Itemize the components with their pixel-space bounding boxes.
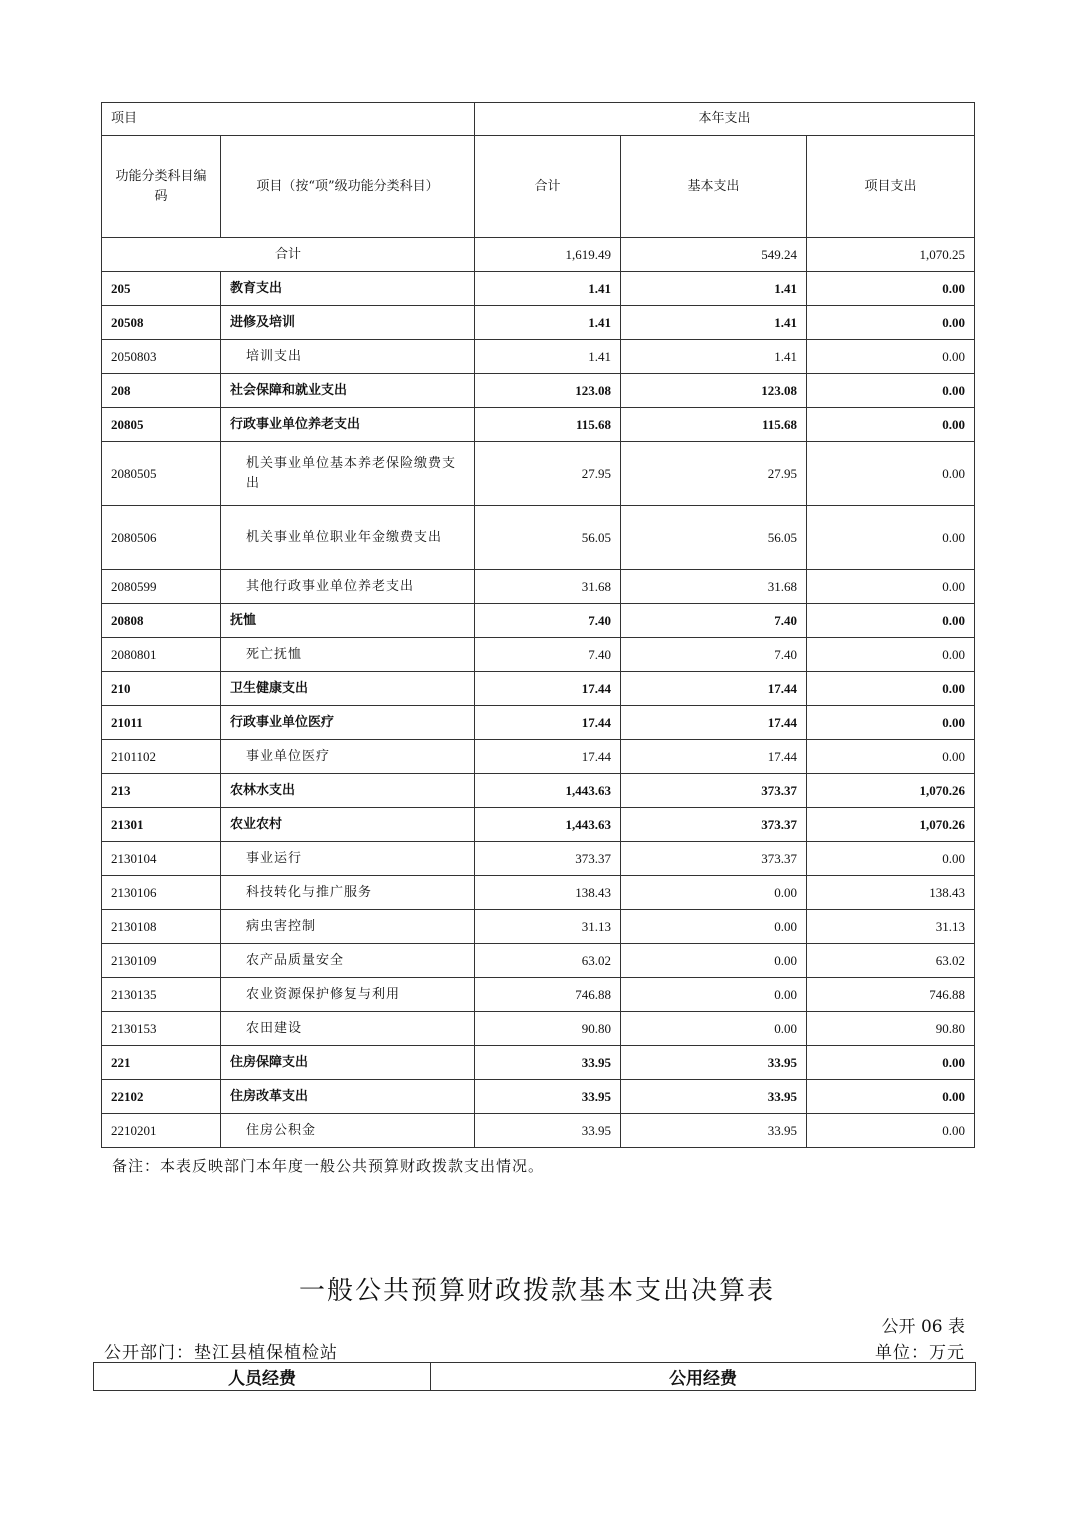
table-row — [102, 340, 975, 374]
row-total: 63.02 — [475, 944, 621, 978]
row-name: 住房公积金 — [221, 1114, 475, 1148]
col-project-header: 项目支出 — [807, 136, 975, 238]
row-basic: 373.37 — [621, 842, 807, 876]
row-basic: 0.00 — [621, 876, 807, 910]
row-basic: 0.00 — [621, 944, 807, 978]
row-total: 7.40 — [475, 604, 621, 638]
col-public-header: 公用经费 — [431, 1363, 976, 1391]
table-row — [102, 638, 975, 672]
row-total: 7.40 — [475, 638, 621, 672]
row-basic: 31.68 — [621, 570, 807, 604]
header-expense: 本年支出 — [475, 103, 975, 136]
basic-expense-header-row — [94, 1363, 976, 1391]
row-total: 123.08 — [475, 374, 621, 408]
col-personnel-header: 人员经费 — [94, 1363, 431, 1391]
row-basic: 17.44 — [621, 672, 807, 706]
row-project: 1,070.26 — [807, 774, 975, 808]
row-total: 33.95 — [475, 1046, 621, 1080]
row-total: 90.80 — [475, 1012, 621, 1046]
table-row — [102, 1046, 975, 1080]
row-basic: 33.95 — [621, 1046, 807, 1080]
table-row — [102, 978, 975, 1012]
row-name: 死亡抚恤 — [221, 638, 475, 672]
row-total: 33.95 — [475, 1080, 621, 1114]
row-total: 746.88 — [475, 978, 621, 1012]
row-basic: 0.00 — [621, 1012, 807, 1046]
row-code: 2130135 — [102, 978, 221, 1012]
table-note: 备注：本表反映部门本年度一般公共预算财政拨款支出情况。 — [112, 1157, 545, 1175]
row-total: 1.41 — [475, 340, 621, 374]
table-row — [102, 808, 975, 842]
row-basic: 123.08 — [621, 374, 807, 408]
row-basic: 56.05 — [621, 506, 807, 570]
total-label: 合计 — [102, 238, 475, 272]
table-row — [102, 1080, 975, 1114]
table-row — [102, 506, 975, 570]
table-row — [102, 740, 975, 774]
row-basic: 7.40 — [621, 604, 807, 638]
row-total: 1.41 — [475, 272, 621, 306]
row-basic: 7.40 — [621, 638, 807, 672]
row-project: 0.00 — [807, 306, 975, 340]
row-project: 1,070.26 — [807, 808, 975, 842]
row-total: 17.44 — [475, 740, 621, 774]
row-code: 2130109 — [102, 944, 221, 978]
row-code: 2130106 — [102, 876, 221, 910]
row-project: 0.00 — [807, 408, 975, 442]
row-name: 社会保障和就业支出 — [221, 374, 475, 408]
row-code: 2210201 — [102, 1114, 221, 1148]
row-code: 21011 — [102, 706, 221, 740]
row-name: 机关事业单位职业年金缴费支出 — [221, 506, 475, 570]
table-row — [102, 910, 975, 944]
table-row — [102, 442, 975, 506]
table-row — [102, 408, 975, 442]
row-project: 0.00 — [807, 706, 975, 740]
row-project: 0.00 — [807, 672, 975, 706]
row-total: 17.44 — [475, 672, 621, 706]
row-code: 205 — [102, 272, 221, 306]
department-label: 公开部门：垫江县植保植检站 — [104, 1343, 338, 1363]
total-row — [102, 238, 975, 272]
row-name: 农业农村 — [221, 808, 475, 842]
row-total: 373.37 — [475, 842, 621, 876]
row-name: 农林水支出 — [221, 774, 475, 808]
row-project: 0.00 — [807, 638, 975, 672]
row-total: 31.68 — [475, 570, 621, 604]
row-project: 0.00 — [807, 604, 975, 638]
total-basic: 549.24 — [621, 238, 807, 272]
header-row-2 — [102, 136, 975, 238]
total-total: 1,619.49 — [475, 238, 621, 272]
row-code: 221 — [102, 1046, 221, 1080]
row-name: 进修及培训 — [221, 306, 475, 340]
row-code: 22102 — [102, 1080, 221, 1114]
row-project: 0.00 — [807, 340, 975, 374]
row-code: 2080599 — [102, 570, 221, 604]
row-basic: 1.41 — [621, 340, 807, 374]
row-total: 115.68 — [475, 408, 621, 442]
table-row — [102, 306, 975, 340]
row-name: 农产品质量安全 — [221, 944, 475, 978]
row-name: 行政事业单位养老支出 — [221, 408, 475, 442]
row-project: 0.00 — [807, 506, 975, 570]
row-code: 2130108 — [102, 910, 221, 944]
table-row — [102, 272, 975, 306]
row-code: 2101102 — [102, 740, 221, 774]
row-basic: 373.37 — [621, 808, 807, 842]
row-name: 农业资源保护修复与利用 — [221, 978, 475, 1012]
row-code: 20508 — [102, 306, 221, 340]
row-project: 0.00 — [807, 1080, 975, 1114]
row-project: 90.80 — [807, 1012, 975, 1046]
row-basic: 1.41 — [621, 306, 807, 340]
row-basic: 33.95 — [621, 1114, 807, 1148]
row-code: 2130153 — [102, 1012, 221, 1046]
row-code: 20808 — [102, 604, 221, 638]
row-basic: 27.95 — [621, 442, 807, 506]
row-project: 0.00 — [807, 442, 975, 506]
row-code: 2080506 — [102, 506, 221, 570]
basic-expense-table — [93, 1362, 976, 1391]
row-basic: 33.95 — [621, 1080, 807, 1114]
row-name: 科技转化与推广服务 — [221, 876, 475, 910]
row-code: 20805 — [102, 408, 221, 442]
row-code: 210 — [102, 672, 221, 706]
table-row — [102, 842, 975, 876]
row-project: 63.02 — [807, 944, 975, 978]
row-basic: 0.00 — [621, 978, 807, 1012]
row-project: 0.00 — [807, 740, 975, 774]
row-name: 抚恤 — [221, 604, 475, 638]
row-project: 0.00 — [807, 570, 975, 604]
section-title: 一般公共预算财政拨款基本支出决算表 — [298, 1276, 775, 1306]
row-name: 行政事业单位医疗 — [221, 706, 475, 740]
row-name: 培训支出 — [221, 340, 475, 374]
col-name-header: 项目（按“项”级功能分类科目） — [221, 136, 475, 238]
row-name: 教育支出 — [221, 272, 475, 306]
table-row — [102, 876, 975, 910]
row-project: 746.88 — [807, 978, 975, 1012]
row-name: 住房保障支出 — [221, 1046, 475, 1080]
row-name: 病虫害控制 — [221, 910, 475, 944]
table-row — [102, 1114, 975, 1148]
row-code: 2080801 — [102, 638, 221, 672]
row-code: 2130104 — [102, 842, 221, 876]
row-name: 住房改革支出 — [221, 1080, 475, 1114]
row-name: 事业单位医疗 — [221, 740, 475, 774]
row-project: 138.43 — [807, 876, 975, 910]
unit-label: 单位：万元 — [875, 1343, 965, 1363]
row-total: 56.05 — [475, 506, 621, 570]
row-basic: 17.44 — [621, 706, 807, 740]
row-name: 事业运行 — [221, 842, 475, 876]
table-row — [102, 774, 975, 808]
table-row — [102, 374, 975, 408]
row-total: 1.41 — [475, 306, 621, 340]
header-row-1 — [102, 103, 975, 136]
row-name: 机关事业单位基本养老保险缴费支出 — [221, 442, 475, 506]
row-code: 2050803 — [102, 340, 221, 374]
expenditure-table — [101, 102, 975, 1148]
row-code: 21301 — [102, 808, 221, 842]
row-code: 213 — [102, 774, 221, 808]
row-project: 0.00 — [807, 1114, 975, 1148]
row-project: 0.00 — [807, 842, 975, 876]
row-total: 33.95 — [475, 1114, 621, 1148]
col-basic-header: 基本支出 — [621, 136, 807, 238]
row-code: 2080505 — [102, 442, 221, 506]
row-basic: 373.37 — [621, 774, 807, 808]
table-number: 公开 06 表 — [881, 1317, 965, 1337]
table-row — [102, 604, 975, 638]
row-project: 31.13 — [807, 910, 975, 944]
row-project: 0.00 — [807, 1046, 975, 1080]
row-basic: 1.41 — [621, 272, 807, 306]
row-code: 208 — [102, 374, 221, 408]
row-total: 1,443.63 — [475, 774, 621, 808]
col-code-header: 功能分类科目编码 — [102, 136, 221, 238]
table-row — [102, 672, 975, 706]
header-item: 项目 — [102, 103, 475, 136]
table-row — [102, 706, 975, 740]
row-total: 27.95 — [475, 442, 621, 506]
row-total: 17.44 — [475, 706, 621, 740]
row-name: 其他行政事业单位养老支出 — [221, 570, 475, 604]
col-total-header: 合计 — [475, 136, 621, 238]
row-project: 0.00 — [807, 272, 975, 306]
table-row — [102, 1012, 975, 1046]
row-name: 农田建设 — [221, 1012, 475, 1046]
row-name: 卫生健康支出 — [221, 672, 475, 706]
row-basic: 0.00 — [621, 910, 807, 944]
row-project: 0.00 — [807, 374, 975, 408]
table-row — [102, 570, 975, 604]
row-total: 31.13 — [475, 910, 621, 944]
row-total: 138.43 — [475, 876, 621, 910]
table-row — [102, 944, 975, 978]
row-basic: 17.44 — [621, 740, 807, 774]
row-total: 1,443.63 — [475, 808, 621, 842]
row-basic: 115.68 — [621, 408, 807, 442]
total-project: 1,070.25 — [807, 238, 975, 272]
